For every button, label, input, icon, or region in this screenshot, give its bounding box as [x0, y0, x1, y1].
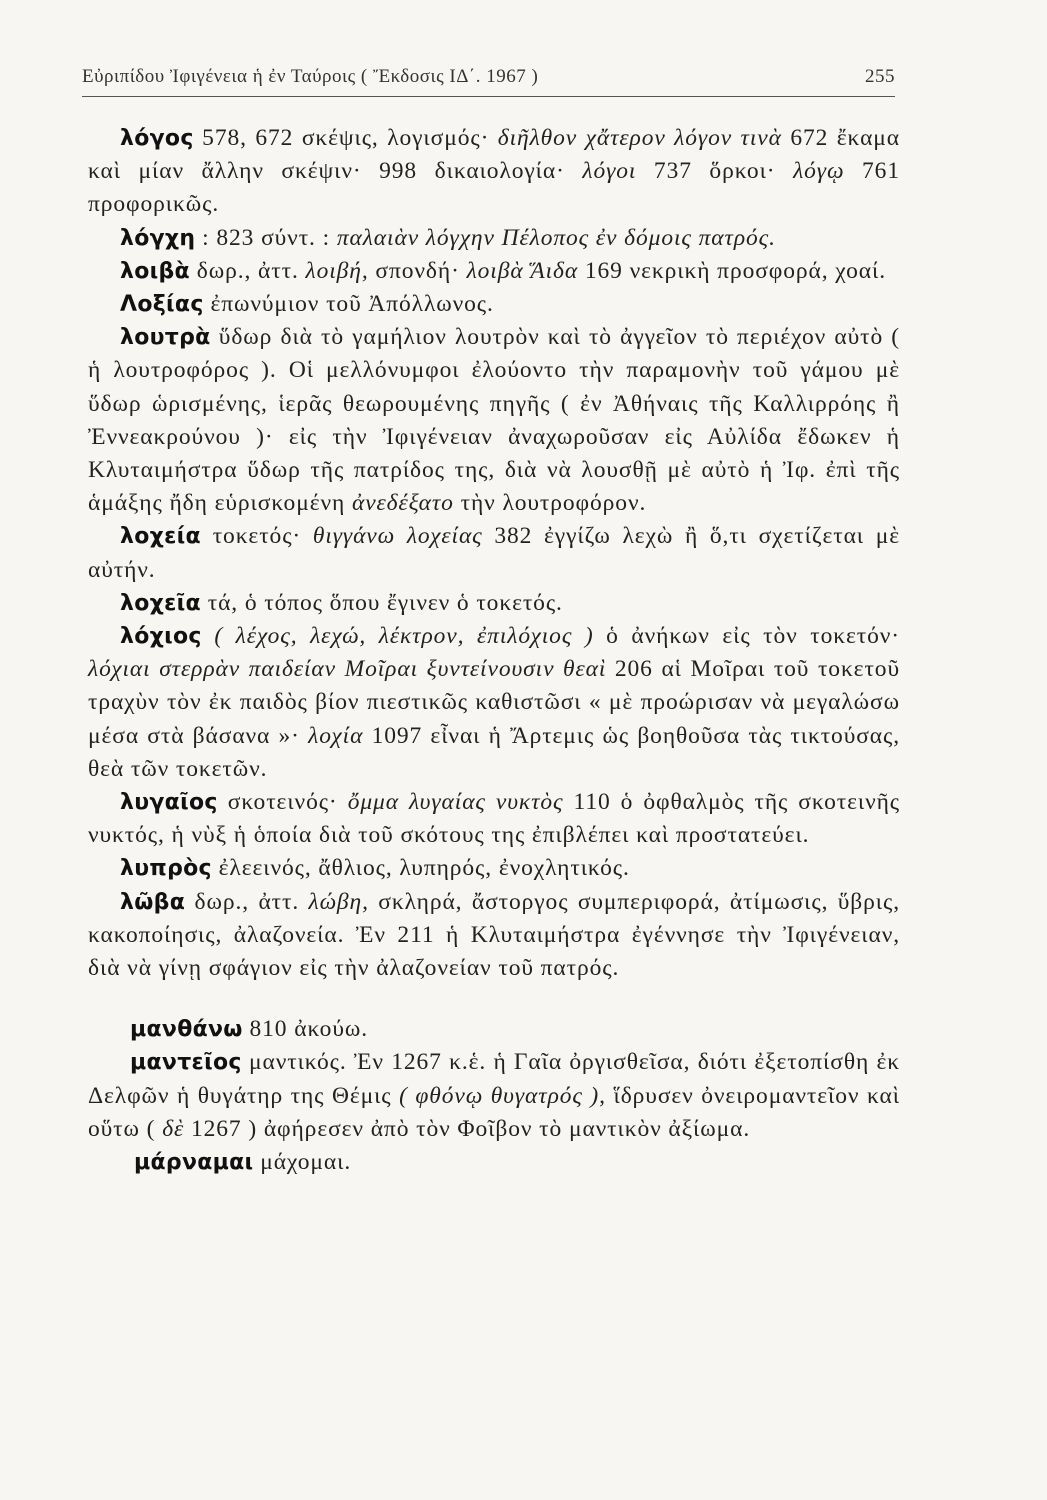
headword: Λοξίας	[120, 292, 204, 318]
quotation: λοιβὰ Ἅιδα	[466, 257, 579, 284]
quotation: λώβη,	[308, 888, 369, 915]
entry-logche	[88, 222, 900, 255]
entry-text: 578, 672 σκέψις, λογισμός·	[193, 125, 498, 151]
entry-text: ἐπωνύμιον τοῦ Ἀπόλλωνος.	[203, 291, 494, 318]
headword: μαντεῖος	[130, 1050, 242, 1076]
entry-lova	[88, 886, 900, 986]
quotation: δὲ	[162, 1115, 185, 1142]
entry-text: 737 ὅρκοι·	[636, 158, 794, 185]
entry-text: ὕδωρ διὰ τὸ γαμήλιον λουτρὸν καὶ τὸ ἀγγεῖον τὸ περιέχον αὐτὸ ( ἡ λουτροφόρος ). Οἱ μελλόνυμφοι ἐλούοντο τὴν παραμονὴν τοῦ γάμου μὲ ὕδωρ ὡρισμένης, ἱερᾶς θεωρουμένης πηγῆς ( ἐν Ἀθήναις τῆς Καλλιρρόης ἢ Ἐννεακρούνου )· εἰς τὴν Ἰφιγένειαν ἀναχωροῦσαν εἰς Αὐλίδα ἔδωκεν ἡ Κλυταιμήστρα ὕδωρ τῆς πατρίδος της, διὰ νὰ λουσθῇ μὲ αὐτὸ ἡ Ἰφ. ἐπὶ τῆς ἁμάξης ἤδη εὑρισκομένη	[88, 324, 900, 517]
entry-text: δωρ., ἀττ.	[185, 888, 309, 915]
running-header-title: Εὐριπίδου Ἰφιγένεια ἡ ἐν Ταύροις ( Ἔκδοσις ΙΔ΄. 1967 )	[82, 66, 539, 87]
entry-text: σκληρά, ἄστοργος συμπεριφορά, ἀτίμωσις, ὕβρις, κακοποίησις, ἀλαζονεία. Ἐν 211 ἡ Κλυταιμήστρα ἐγέννησε τὴν Ἰφιγένειαν, διὰ νὰ γίνῃ σφάγιον εἰς τὴν ἀλαζονείαν τοῦ πατρός.	[88, 888, 900, 982]
glossary-entries	[88, 122, 900, 1179]
running-header	[82, 66, 895, 94]
entry-text: 810 ἀκούω.	[242, 1016, 369, 1043]
quotation: λοιβή,	[305, 257, 369, 284]
entry-text: 169 νεκρικὴ προσφορά, χοαί.	[578, 257, 886, 284]
quotation: λόγῳ	[793, 158, 845, 185]
quotation: διῆλθον χἄτερον λόγον τινὰ	[497, 125, 782, 151]
quotation: ὄμμα λυγαίας νυκτὸς	[347, 789, 564, 816]
entry-logos	[88, 122, 900, 222]
etymology: ( λέχος, λεχώ, λέκτρον, ἐπιλόχιος )	[214, 623, 594, 650]
entry-text: 1097 εἶναι ἡ Ἄρτεμις ὡς βοηθοῦσα τὰς τικτούσας, θεὰ τῶν τοκετῶν.	[88, 722, 900, 782]
entry-text: σπονδή·	[368, 257, 467, 284]
quotation: ( φθόνῳ θυγατρός ),	[399, 1082, 606, 1109]
entry-text: σκοτεινός·	[217, 789, 348, 816]
entry-text: τά, ὁ τόπος ὅπου ἔγινεν ὁ τοκετός.	[200, 589, 563, 616]
page-number: 255	[865, 66, 895, 87]
headword: μάρναμαι	[134, 1150, 254, 1176]
entry-text: 110 ὁ ὀφθαλμὸς τῆς σκοτεινῆς νυκτός, ἡ νὺξ ἡ ὁποία διὰ τοῦ σκότους της ἐπιβλέπει καὶ προστατεύει.	[88, 789, 900, 849]
entry-locheia	[88, 520, 900, 586]
headword: λυγαῖος	[120, 790, 218, 816]
entry-marnamai	[88, 1146, 900, 1179]
entry-manthano	[88, 1013, 900, 1046]
headword: λόχιος	[120, 624, 202, 650]
headword: λοιβὰ	[120, 258, 190, 284]
entry-text: δωρ., ἀττ.	[189, 257, 306, 284]
quotation: παλαιὰν λόγχην Πέλοπος ἐν δόμοις πατρός.	[336, 224, 776, 251]
headword: λοχεῖα	[120, 590, 201, 616]
header-rule	[82, 96, 895, 97]
entry-text: τοκετός·	[200, 523, 313, 550]
entry-text: μάχομαι.	[253, 1149, 352, 1176]
entry-lypros	[88, 852, 900, 885]
entry-lochios	[88, 620, 900, 786]
quotation: λόχιαι στερρὰν παιδείαν Μοῖραι ξυντείνουσιν θεαὶ	[88, 656, 607, 683]
entry-text: τὴν λουτροφόρον.	[453, 490, 647, 517]
entry-loiva	[88, 255, 900, 288]
quotation: θιγγάνω λοχείας	[312, 523, 483, 550]
entry-loutra	[88, 321, 900, 520]
headword: λοχεία	[120, 524, 201, 550]
entry-lygaios	[88, 786, 900, 852]
entry-text: ἐλεεινός, ἄθλιος, λυπηρός, ἐνοχλητικός.	[211, 855, 630, 882]
entry-text: 672 ἔκαμα καὶ μίαν ἄλλην σκέψιν· 998 δικαιολογία·	[88, 125, 901, 185]
entry-text: 382 ἐγγίζω λεχὼ ἢ ὅ,τι σχετίζεται μὲ αὐτήν.	[88, 523, 901, 583]
quotation: λόγοι	[582, 158, 637, 185]
quotation: λοχία	[308, 722, 364, 749]
quotation: ἀνεδέξατο	[351, 490, 454, 517]
entry-text: ὁ ἀνήκων εἰς τὸν τοκετόν·	[593, 623, 900, 650]
headword: λόγος	[120, 126, 194, 151]
entry-text: μαντικός. Ἐν 1267 κ.ἑ. ἡ Γαῖα ὀργισθεῖσα, διότι ἐξετοπίσθη ἐκ Δελφῶν ἡ θυγάτηρ της Θέμις	[88, 1049, 900, 1109]
headword: λῶβα	[120, 889, 186, 915]
entry-text	[202, 623, 215, 649]
entry-text: : 823 σύντ. :	[195, 224, 337, 251]
entry-text: ἵδρυσεν ὀνειρομαντεῖον καὶ οὕτω (	[88, 1082, 900, 1142]
entry-text: 206 αἱ Μοῖραι τοῦ τοκετοῦ τραχὺν τὸν ἐκ παιδὸς βίον πιεστικῶς καθιστῶσι « μὲ προώρισαν νὰ μεγαλώσω μέσα στὰ βάσανα »·	[88, 656, 900, 749]
entry-text: 1267 ) ἀφήρεσεν ἀπὸ τὸν Φοῖβον τὸ μαντικὸν ἀξίωμα.	[184, 1115, 751, 1142]
entry-locheia-neuter	[88, 587, 900, 620]
headword: λόγχη	[120, 225, 196, 251]
entry-text: 761 προφορικῶς.	[88, 158, 900, 218]
headword: λυπρὸς	[120, 856, 212, 882]
headword: μανθάνω	[130, 1017, 243, 1043]
entry-loxias	[88, 288, 900, 321]
headword: λουτρὰ	[120, 325, 211, 351]
entry-manteios	[88, 1046, 900, 1146]
